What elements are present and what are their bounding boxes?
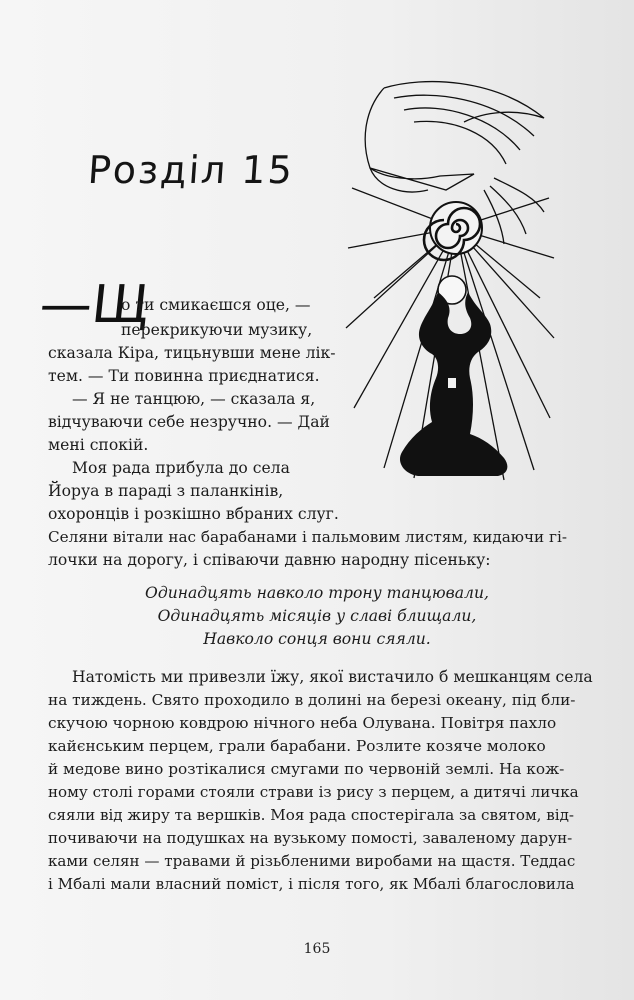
text-line: сказала Кіра, тицьнувши мене лік- (48, 344, 336, 362)
text-line: лочки на дорогу, і співаючи давню народну пісеньку: (48, 551, 491, 569)
text-line: ками селян — травами й різьбленими виробами на щастя. Теддас (48, 852, 576, 870)
text-line: й медове вино розтікалися смугами по червоній землі. На кож- (48, 760, 565, 778)
text-line: Моя рада прибула до села (72, 459, 290, 477)
text-line: на тиждень. Свято проходило в долині на березі океану, під бли- (48, 691, 576, 709)
text-line: — Я не танцюю, — сказала я, (72, 390, 316, 408)
chapter-title: Розділ 15 (86, 148, 296, 192)
text-line: тем. — Ти повинна приєднатися. (48, 367, 320, 385)
verse-line: Навколо сонця вони сяяли. (203, 630, 431, 648)
text-line: відчуваючи себе незручно. — Дай (48, 413, 330, 431)
text-line: ному столі горами стояли страви із рису з перцем, а дитячі личка (48, 783, 579, 801)
text-line: почиваючи на подушках на вузькому помості, заваленому дарун- (48, 829, 573, 847)
text-line: сяяли від жиру та вершків. Моя рада спостерігала за святом, від- (48, 806, 574, 824)
text-line: о ти смикаєшся оце, — (121, 296, 311, 314)
page-number: 165 (303, 941, 331, 957)
verse-line: Одинадцять навколо трону танцювали, (145, 584, 489, 602)
verse-line: Одинадцять місяців у славі блищали, (157, 607, 477, 625)
text-line: Селяни вітали нас барабанами і пальмовим листям, кидаючи гі- (48, 528, 567, 546)
text-line: мені спокій. (48, 436, 149, 454)
text-line: Йоруа в параді з паланкінів, (48, 482, 284, 500)
text-line: охоронців і розкішно вбраних слуг. (48, 505, 339, 523)
chapter-illustration (344, 78, 556, 486)
drop-cap-dash: — (36, 275, 96, 335)
text-line: Натомість ми привезли їжу, якої вистачило б мешканцям села (72, 668, 593, 686)
text-line: перекрикуючи музику, (121, 321, 313, 339)
text-line: скучою чорною ковдрою нічного неба Олувана. Повітря пахло (48, 714, 557, 732)
text-line: кайєнським перцем, грали барабани. Розлите козяче молоко (48, 737, 546, 755)
text-line: і Мбалі мали власний поміст, і після того, як Мбалі благословила (48, 875, 575, 893)
drop-cap-letter: Щ (88, 275, 153, 335)
